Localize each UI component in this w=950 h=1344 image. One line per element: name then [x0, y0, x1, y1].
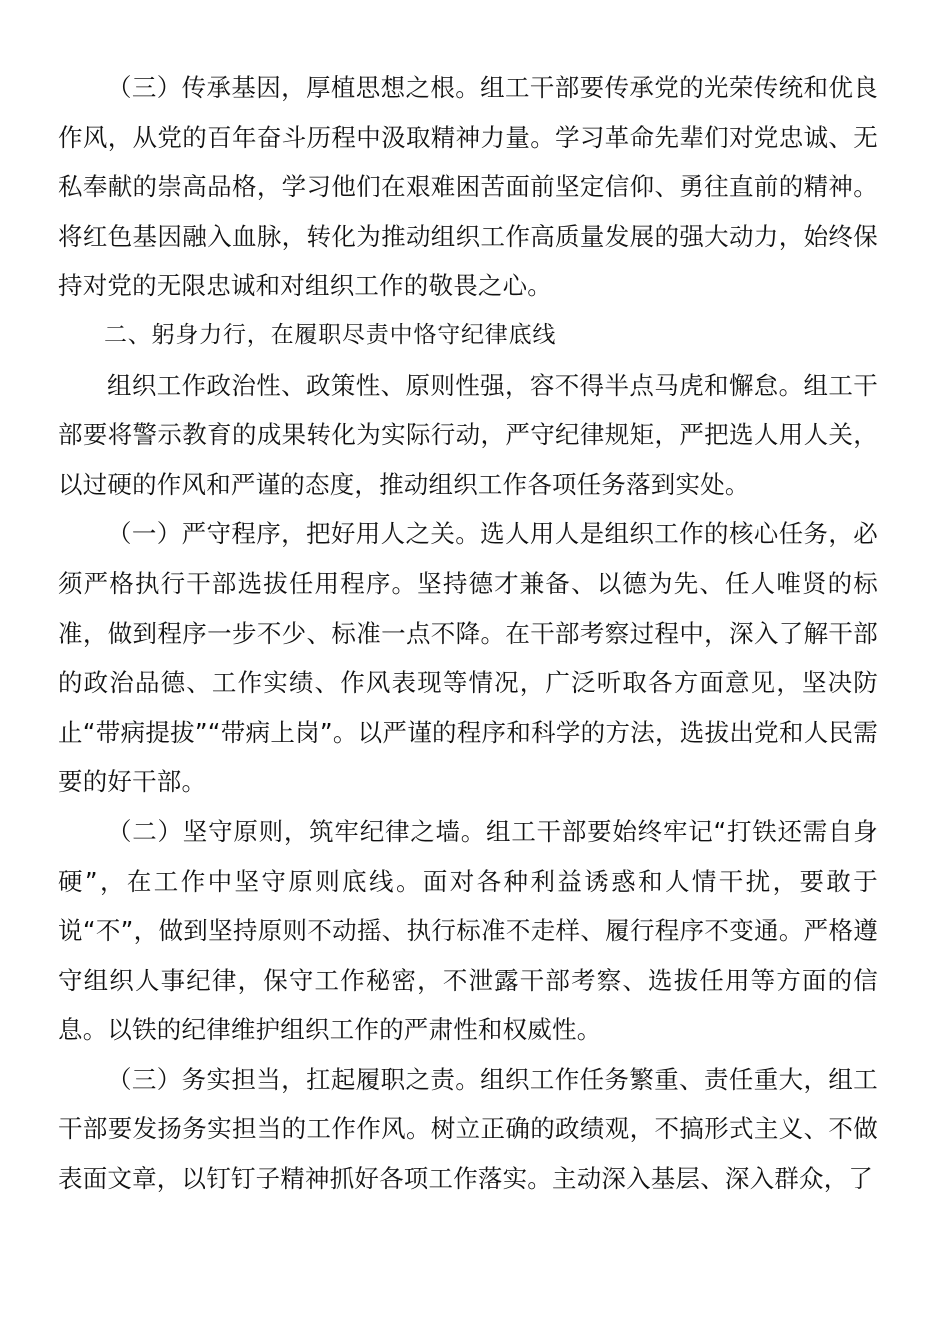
paragraph-uphold-principles: （二）坚守原则，筑牢纪律之墙。组工干部要始终牢记“打铁还需自身硬”，在工作中坚守原则底线。面对各种利益诱惑和人情干扰，要敢于说“不”，做到坚持原则不动摇、执行标准不走样、履行程序不变通。严格遵守组织人事纪律，保守工作秘密，不泄露干部考察、选拔任用等方面的信息。以铁的纪律维护组织工作的严肃性和权威性。: [58, 816, 878, 1045]
paragraph-section-intro: 组织工作政治性、政策性、原则性强，容不得半点马虎和懈怠。组工干部要将警示教育的成果转化为实际行动，严守纪律规矩，严把选人用人关，以过硬的作风和严谨的态度，推动组织工作各项任务落到实处。: [58, 370, 878, 499]
paragraph-inherit-genes: （三）传承基因，厚植思想之根。组工干部要传承党的光荣传统和优良作风，从党的百年奋斗历程中汲取精神力量。学习革命先辈们对党忠诚、无私奉献的崇高品格，学习他们在艰难困苦面前坚定信仰、勇往直前的精神。将红色基因融入血脉，转化为推动组织工作高质量发展的强大动力，始终保持对党的无限忠诚和对组织工作的敬畏之心。: [58, 73, 878, 301]
paragraph-pragmatic-responsibility: （三）务实担当，扛起履职之责。组织工作任务繁重、责任重大，组工干部要发扬务实担当的工作作风。树立正确的政绩观，不搞形式主义、不做表面文章，以钉钉子精神抓好各项工作落实。主动深入基层、深入群众，了: [58, 1064, 878, 1194]
document-body: [58, 63, 878, 1204]
paragraph-strict-procedure: （一）严守程序，把好用人之关。选人用人是组织工作的核心任务，必须严格执行干部选拔任用程序。坚持德才兼备、以德为先、任人唯贤的标准，做到程序一步不少、标准一点不降。在干部考察过程中，深入了解干部的政治品德、工作实绩、作风表现等情况，广泛听取各方面意见，坚决防止“带病提拔”“带病上岗”。以严谨的程序和科学的方法，选拔出党和人民需要的好干部。: [58, 519, 878, 797]
section-heading-two: 二、躬身力行，在履职尽责中恪守纪律底线: [104, 321, 557, 348]
